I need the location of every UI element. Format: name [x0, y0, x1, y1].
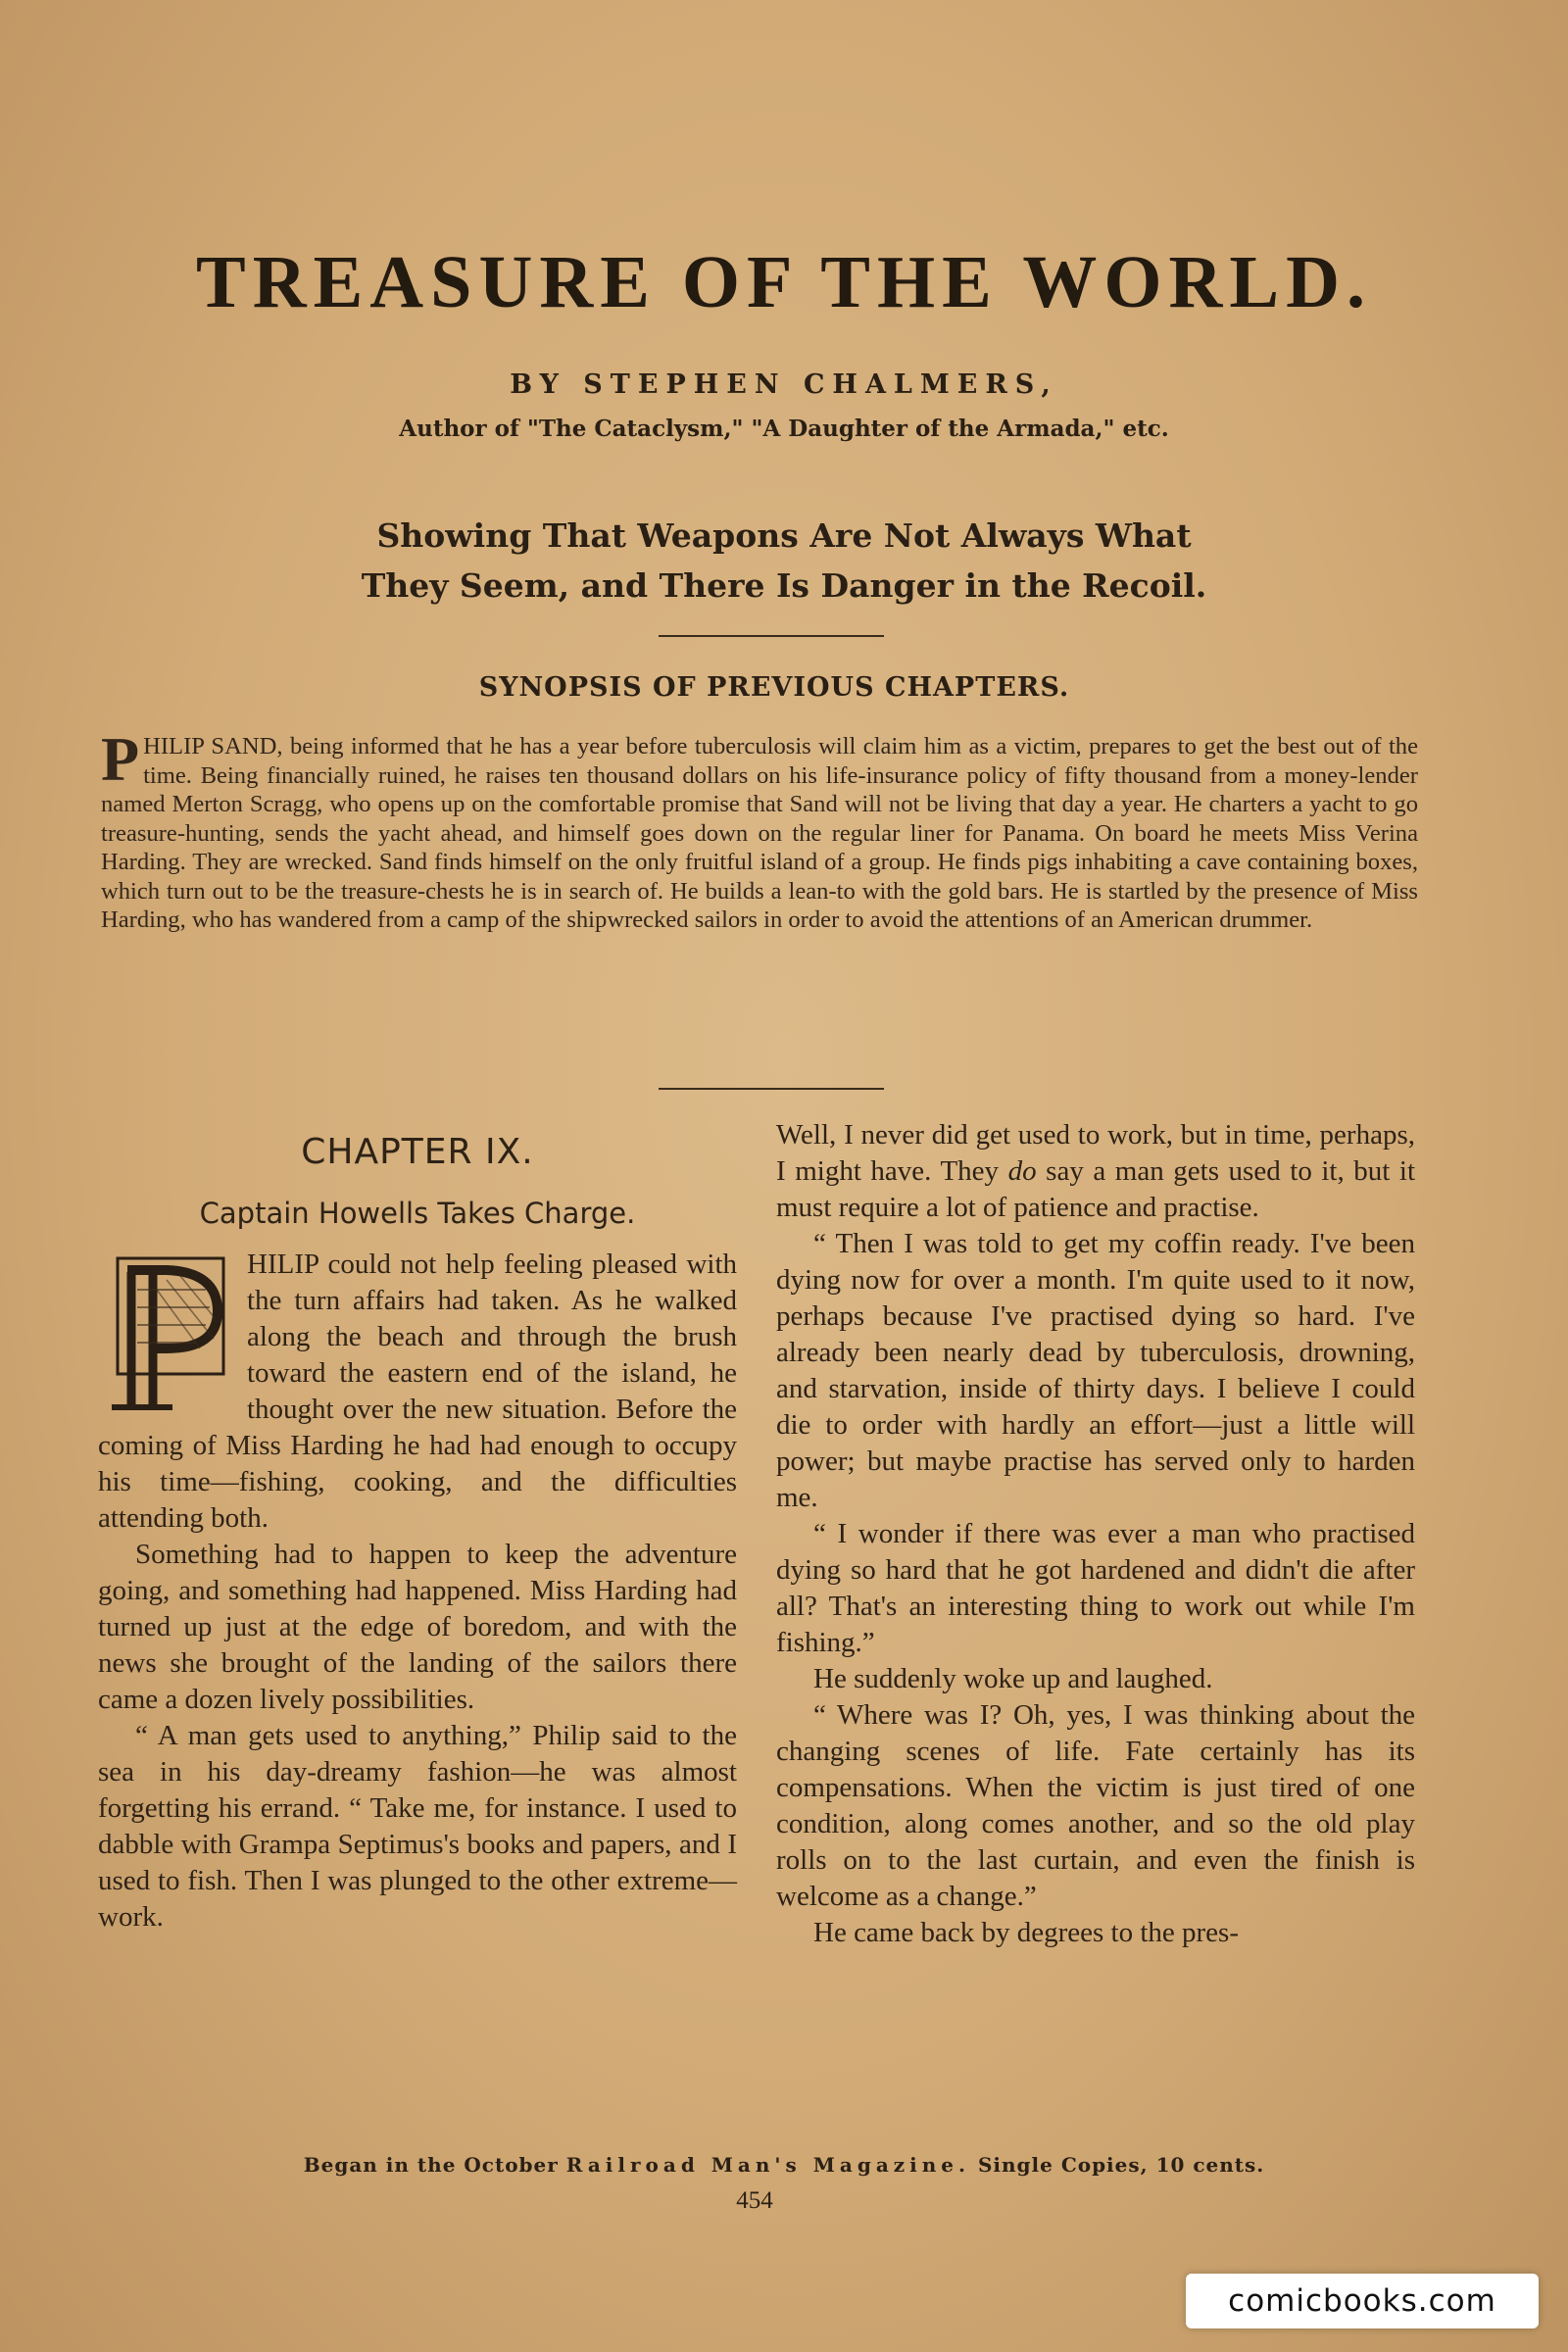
author-credits: Author of "The Cataclysm," "A Daughter of the Armada," etc.	[399, 416, 1169, 442]
synopsis-dropcap: P	[101, 724, 140, 794]
synopsis-heading: SYNOPSIS OF PREVIOUS CHAPTERS.	[478, 672, 1070, 703]
chapter-paragraph-3: “ A man gets used to anything,” Philip said to the sea in his day-dreamy fashion—he was almost forgetting his errand. “ Take me, for instance. I used to dabble with Grampa Septimus's books and papers, and I used to fish. Then I was plunged to the other extreme—work.	[98, 1720, 737, 1933]
chapter-paragraph-9: He came back by degrees to the pres-	[813, 1917, 1239, 1948]
synopsis-paragraph	[101, 724, 1418, 935]
footer-price: Single Copies, 10 cents.	[970, 2153, 1265, 2177]
footer-note	[98, 2153, 1470, 2177]
chapter-title: Captain Howells Takes Charge.	[199, 1197, 636, 1230]
story-byline: BY STEPHEN CHALMERS,	[510, 369, 1058, 400]
chapter-paragraph-5: “ Then I was told to get my coffin ready. I've been dying now for over a month. I'm quite used to it now, perhaps because I've practised dying so hard. I've already been nearly dead by tuberculosis, drowning, and starvation, inside of thirty days. I believe I could die to order with hardly an effort—just a little will power; but maybe practise has served only to harden me.	[776, 1228, 1415, 1513]
footer-magazine-name: Railroad Man's Magazine.	[565, 2153, 970, 2177]
paragraph-4-emphasis: do	[1007, 1155, 1037, 1187]
subtitle-line-2: They Seem, and There Is Danger in the Recoil.	[361, 566, 1207, 605]
left-column	[98, 1117, 737, 1936]
chapter-paragraph-8: “ Where was I? Oh, yes, I was thinking about the changing scenes of life. Fate certainly has its compensations. When the victim is just tired of one condition, along comes another, and so the old play rolls on to the last curtain, and even the finish is welcome as a change.”	[776, 1699, 1415, 1912]
paragraph-4-end: say a man gets used to it, but it must require a lot of patience and practise.	[776, 1155, 1416, 1223]
chapter-paragraph-1	[98, 1247, 737, 1537]
story-subtitle	[147, 511, 1421, 611]
chapter-paragraph-4	[776, 1117, 1415, 1226]
site-watermark	[1186, 2274, 1539, 2328]
chapter-paragraph-6: “ I wonder if there was ever a man who practised dying so hard that he got hardened and didn't die after all? That's an interesting thing to work out while I'm fishing.”	[776, 1518, 1415, 1658]
footer-began-in: Began in the October	[303, 2153, 566, 2177]
divider-rule-bottom	[659, 1088, 884, 1090]
page-number: 454	[736, 2187, 773, 2214]
paragraph-4-start: Well, I never did get used to work, but in time, perhaps, I might have. They	[776, 1119, 1415, 1187]
chapter-paragraph-7: He suddenly woke up and laughed.	[813, 1663, 1213, 1694]
chapter-paragraph-2: Something had to happen to keep the adventure going, and something had happened. Miss Harding had turned up just at the edge of boredom, and with the news she brought of the landing of the sailors there came a dozen lively possibilities.	[98, 1539, 737, 1715]
story-title: TREASURE OF THE WORLD.	[196, 241, 1372, 323]
chapter-paragraph-1-text: HILIP could not help feeling pleased with the turn affairs had taken. As he walked along the beach and through the brush toward the eastern end of the island, he thought over the new situation. Before the coming of Miss Harding he had had enough to occupy his time—fishing, cooking, and the difficulties attending both.	[98, 1249, 737, 1534]
synopsis-text: HILIP SAND, being informed that he has a year before tuberculosis will claim him as a victim, prepares to get the best out of the time. Being financially ruined, he raises ten thousand dollars on his life-insurance policy of fifty thousand from a money-lender named Merton Scragg, who opens up on the comfortable promise that Sand will not be living that day a year. He charters a yacht to go treasure-hunting, sends the yacht ahead, and himself goes down on the regular liner for Panama. On board he meets Miss Verina Harding. They are wrecked. Sand finds himself on the only fruitful island of a group. He finds pigs inhabiting a cave containing boxes, which turn out to be the treasure-chests he is in search of. He builds a lean-to with the gold bars. He is startled by the presence of Miss Harding, who has wandered from a camp of the shipwrecked sailors in order to avoid the attentions of an American drummer.	[101, 733, 1418, 933]
subtitle-line-1: Showing That Weapons Are Not Always What	[376, 516, 1192, 555]
watermark-text: comicbooks.com	[1228, 2283, 1496, 2319]
chapter-number: CHAPTER IX.	[301, 1132, 534, 1172]
divider-rule-top	[659, 635, 884, 637]
dropcap-p-ornament-icon	[98, 1250, 233, 1415]
right-column	[776, 1117, 1415, 1951]
ornamental-dropcap-p	[98, 1250, 233, 1415]
